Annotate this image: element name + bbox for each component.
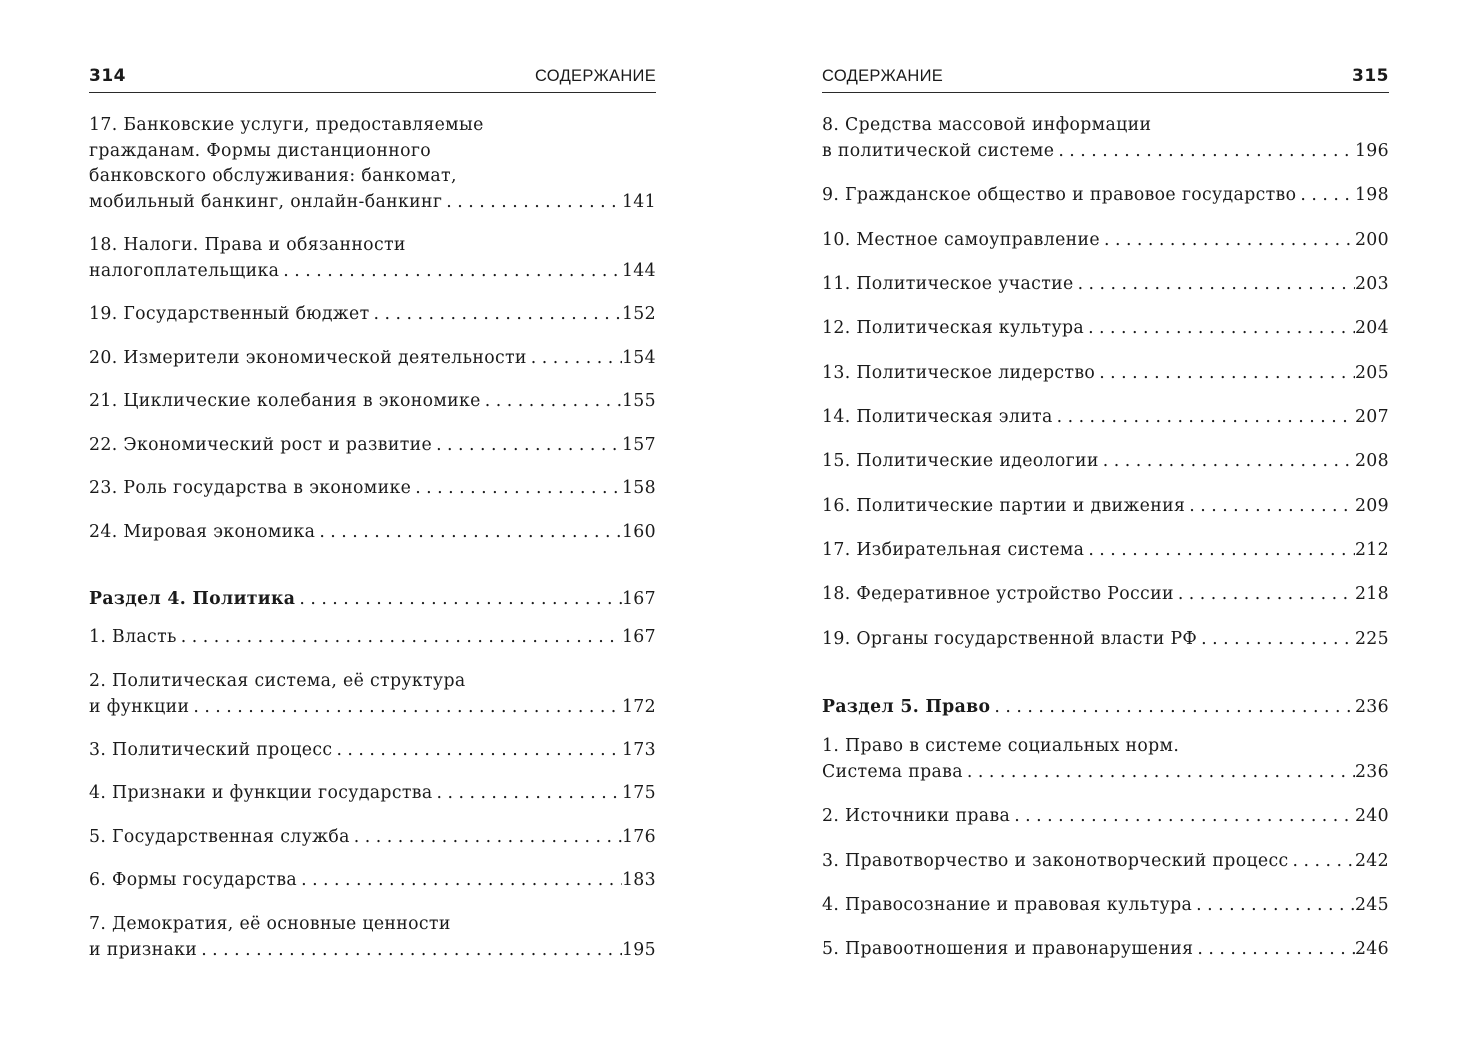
toc-page-number: 144 xyxy=(621,260,656,281)
toc-section-heading[interactable] xyxy=(89,587,656,613)
dot-leader xyxy=(963,760,1355,786)
toc-entry-text: 23. Роль государства в экономике xyxy=(89,478,412,498)
dot-leader xyxy=(297,868,622,894)
dot-leader xyxy=(432,433,622,459)
toc-entry-text: гражданам. Формы дистанционного xyxy=(89,140,432,161)
toc-entry-text: 18. Налоги. Права и обязанности xyxy=(89,235,406,255)
toc-page-number: 175 xyxy=(621,783,656,803)
dot-leader xyxy=(332,738,622,764)
toc-page-number: 167 xyxy=(621,627,656,647)
toc-entry[interactable] xyxy=(89,738,656,764)
page-number: 314 xyxy=(89,66,126,86)
toc-entry-text: 2. Источники права xyxy=(822,806,1011,826)
toc-entry-text: 1. Власть xyxy=(89,627,177,647)
toc-entry-text: 14. Политическая элита xyxy=(822,407,1053,427)
toc-page-number: 207 xyxy=(1354,407,1389,427)
toc-entry[interactable] xyxy=(89,825,656,851)
toc-entry-text: 5. Государственная служба xyxy=(89,827,350,847)
dot-leader xyxy=(1100,228,1355,254)
dot-leader xyxy=(295,587,622,613)
dot-leader xyxy=(1084,538,1355,564)
toc-entry[interactable] xyxy=(822,113,1389,164)
dot-leader xyxy=(1099,449,1355,475)
dot-leader xyxy=(1010,804,1355,830)
toc-entry[interactable] xyxy=(822,316,1389,342)
toc-entry-text: 7. Демократия, её основные ценности xyxy=(89,914,451,934)
toc-page-number: 152 xyxy=(621,304,656,324)
toc-page-number: 246 xyxy=(1354,939,1389,959)
running-header-title: СОДЕРЖАНИЕ xyxy=(534,67,656,85)
dot-leader xyxy=(197,938,622,964)
toc-page-number: 245 xyxy=(1354,895,1389,915)
toc-page-number: 198 xyxy=(1354,185,1389,205)
left-page xyxy=(89,0,656,1046)
toc-page-number: 154 xyxy=(621,348,656,368)
toc-page-number: 173 xyxy=(621,740,656,760)
toc-entry-text: 4. Правосознание и правовая культура xyxy=(822,895,1193,915)
toc-page-number: 183 xyxy=(621,870,656,890)
dot-leader xyxy=(1185,494,1355,520)
toc-entry[interactable] xyxy=(89,302,656,328)
toc-entry-text: в политической системе xyxy=(822,140,1055,161)
toc-entry[interactable] xyxy=(822,582,1389,608)
toc-page-number: 242 xyxy=(1354,851,1389,871)
toc-entry[interactable] xyxy=(822,538,1389,564)
toc-entry[interactable] xyxy=(822,849,1389,875)
toc-page-number: 209 xyxy=(1354,496,1389,516)
toc-entry[interactable] xyxy=(822,272,1389,298)
toc-entry-text: 17. Избирательная система xyxy=(822,540,1085,560)
toc-entry[interactable] xyxy=(822,804,1389,830)
toc-entry[interactable] xyxy=(89,669,656,720)
toc-entry-text: 8. Средства массовой информации xyxy=(822,115,1152,135)
toc-entry-text: 3. Правотворчество и законотворческий процесс xyxy=(822,851,1289,871)
toc-entry-text: 1. Право в системе социальных норм. xyxy=(822,736,1180,756)
toc-entry-text: и функции xyxy=(89,696,190,717)
toc-entry[interactable] xyxy=(822,228,1389,254)
toc-entry[interactable] xyxy=(822,893,1389,919)
toc-page-number: 208 xyxy=(1354,451,1389,471)
toc-entry-text: 20. Измерители экономической деятельности xyxy=(89,348,527,368)
toc-entry[interactable] xyxy=(822,405,1389,431)
toc-page-number: 204 xyxy=(1354,318,1389,338)
toc-entry-text: Система права xyxy=(822,761,963,782)
toc-entry-text: и признаки xyxy=(89,939,198,960)
page-number: 315 xyxy=(1352,66,1389,86)
toc-entry-text: банковского обслуживания: банкомат, xyxy=(89,166,457,186)
dot-leader xyxy=(177,625,622,651)
toc-entry[interactable] xyxy=(89,868,656,894)
toc-entry[interactable] xyxy=(822,449,1389,475)
toc-entry[interactable] xyxy=(89,625,656,651)
toc-page-number: 240 xyxy=(1354,806,1389,826)
dot-leader xyxy=(1084,316,1355,342)
dot-leader xyxy=(1054,139,1355,165)
toc-page-number: 236 xyxy=(1354,697,1389,717)
toc-entry-text: 5. Правоотношения и правонарушения xyxy=(822,939,1194,959)
toc-entry[interactable] xyxy=(89,113,656,215)
toc-entry[interactable] xyxy=(89,233,656,284)
dot-leader xyxy=(315,520,622,546)
toc-page-number: 157 xyxy=(621,435,656,455)
dot-leader xyxy=(990,695,1355,721)
toc-entry-text: 13. Политическое лидерство xyxy=(822,363,1096,383)
right-page xyxy=(822,0,1389,1046)
toc-entry[interactable] xyxy=(89,520,656,546)
toc-entry-text: 16. Политические партии и движения xyxy=(822,496,1186,516)
dot-leader xyxy=(350,825,622,851)
toc-entry-text: 15. Политические идеологии xyxy=(822,451,1099,471)
toc-entry[interactable] xyxy=(822,734,1389,785)
toc-entry-text: 22. Экономический рост и развитие xyxy=(89,435,433,455)
toc-entry[interactable] xyxy=(822,937,1389,963)
toc-page-number: 141 xyxy=(621,191,656,212)
toc-page-number: 236 xyxy=(1354,761,1389,782)
toc-entry-text: мобильный банкинг, онлайн-банкинг xyxy=(89,191,443,212)
toc-entry[interactable] xyxy=(822,494,1389,520)
toc-entry[interactable] xyxy=(89,346,656,372)
dot-leader xyxy=(279,259,622,285)
dot-leader xyxy=(1193,937,1355,963)
dot-leader xyxy=(433,781,622,807)
toc-page-number: 203 xyxy=(1354,274,1389,294)
toc-page-number: 196 xyxy=(1354,140,1389,161)
toc-entry[interactable] xyxy=(822,627,1389,653)
dot-leader xyxy=(1296,183,1355,209)
toc-entry-text: 3. Политический процесс xyxy=(89,740,333,760)
toc-entry-text: 24. Мировая экономика xyxy=(89,522,316,542)
dot-leader xyxy=(481,389,622,415)
dot-leader xyxy=(1053,405,1355,431)
dot-leader xyxy=(411,476,622,502)
toc-page-number: 205 xyxy=(1354,363,1389,383)
toc-entry[interactable] xyxy=(822,183,1389,209)
toc-entry-text: 11. Политическое участие xyxy=(822,274,1074,294)
dot-leader xyxy=(189,695,622,721)
left-page-header xyxy=(89,64,656,93)
toc-entry-text: 10. Местное самоуправление xyxy=(822,230,1100,250)
toc-entry[interactable] xyxy=(89,912,656,963)
toc-entry[interactable] xyxy=(89,389,656,415)
toc-entry-text: 19. Органы государственной власти РФ xyxy=(822,629,1198,649)
toc-page-number: 155 xyxy=(621,391,656,411)
toc-section-title: Раздел 5. Право xyxy=(822,697,991,717)
toc-page-number: 200 xyxy=(1354,230,1389,250)
dot-leader xyxy=(370,302,622,328)
toc-entry-text: 17. Банковские услуги, предоставляемые xyxy=(89,115,484,135)
toc-page-number: 176 xyxy=(621,827,656,847)
toc-entry[interactable] xyxy=(89,476,656,502)
toc-entry-text: 4. Признаки и функции государства xyxy=(89,783,433,803)
dot-leader xyxy=(442,190,622,216)
dot-leader xyxy=(1174,582,1355,608)
toc-entry-text: 2. Политическая система, её структура xyxy=(89,671,466,691)
dot-leader xyxy=(1095,361,1355,387)
right-page-header xyxy=(822,64,1389,93)
toc-page-number: 212 xyxy=(1354,540,1389,560)
toc-entry[interactable] xyxy=(822,361,1389,387)
toc-page-number: 172 xyxy=(621,696,656,717)
toc-page-number: 225 xyxy=(1354,629,1389,649)
dot-leader xyxy=(527,346,622,372)
toc-entry[interactable] xyxy=(89,433,656,459)
toc-entry-text: 6. Формы государства xyxy=(89,870,298,890)
toc-entry-text: 12. Политическая культура xyxy=(822,318,1085,338)
toc-section-heading[interactable] xyxy=(822,695,1389,721)
toc-entry-text: 21. Циклические колебания в экономике xyxy=(89,391,481,411)
dot-leader xyxy=(1074,272,1355,298)
toc-entry-text: 9. Гражданское общество и правовое государство xyxy=(822,185,1297,205)
toc-entry[interactable] xyxy=(89,781,656,807)
toc-entry-text: налогоплательщика xyxy=(89,260,280,281)
dot-leader xyxy=(1192,893,1355,919)
toc-entry-text: 18. Федеративное устройство России xyxy=(822,584,1174,604)
toc-page-number: 167 xyxy=(621,589,656,609)
toc-entry-text: 19. Государственный бюджет xyxy=(89,304,370,324)
running-header-title: СОДЕРЖАНИЕ xyxy=(822,67,944,85)
dot-leader xyxy=(1289,849,1355,875)
toc-page-number: 195 xyxy=(621,939,656,960)
dot-leader xyxy=(1197,627,1355,653)
toc-page-number: 158 xyxy=(621,478,656,498)
toc-page-number: 218 xyxy=(1354,584,1389,604)
toc-section-title: Раздел 4. Политика xyxy=(89,589,296,609)
toc-page-number: 160 xyxy=(621,522,656,542)
